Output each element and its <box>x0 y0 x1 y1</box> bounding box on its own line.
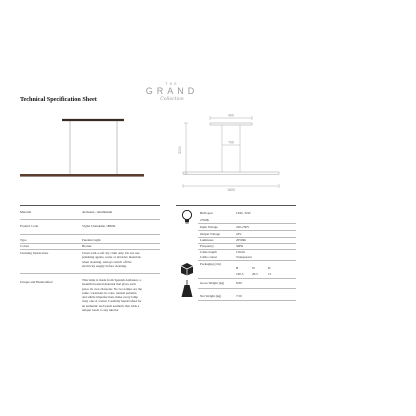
dim-canopy <box>210 123 252 125</box>
row-divider <box>198 260 296 261</box>
unique-line: and subtle imperfections make every lamp <box>82 295 138 300</box>
pack-h-label: H <box>236 266 239 270</box>
cable-colour-value: Transparent <box>236 255 252 259</box>
box-icon <box>180 262 194 276</box>
weight-icon <box>180 280 194 300</box>
dim-label-height: 2000 <box>178 146 182 154</box>
cleaning-line: when cleaning. Always switch off the <box>82 259 132 264</box>
bulb-spec-kelvin: 2700K <box>200 218 209 222</box>
spec-value-colour: Bronze <box>82 244 92 248</box>
row-divider <box>198 300 296 301</box>
cleaning-line: polishing agents, water or abrasive materials <box>82 255 141 260</box>
page-title: Technical Specification Sheet <box>20 96 97 103</box>
spec-label-unique: Unique and Handcrafted <box>20 280 53 284</box>
row-divider <box>20 249 160 250</box>
unique-line: an authentic and warm aesthetic that adds a <box>82 303 140 308</box>
cable-length-label: Cable length <box>200 250 217 254</box>
unique-line: beautiful natural material that gives each <box>82 282 136 287</box>
pack-w-label: W <box>252 266 256 270</box>
brand-grand: GRAND <box>145 86 199 96</box>
packaging-label: Packaging (cm) <box>200 262 221 266</box>
unique-line: piece its own character. No two lamps are the <box>82 286 142 291</box>
pack-h-value: 190.5 <box>236 272 244 276</box>
gross-weight-value: 8.60 <box>236 281 242 285</box>
bulb-spec-label: Bulb spec <box>200 211 214 215</box>
row-divider <box>198 288 296 289</box>
row-divider <box>198 223 296 224</box>
gross-weight-label: Gross Weight (kg) <box>200 281 225 285</box>
pack-w-value: 26.5 <box>252 272 258 276</box>
row-divider <box>198 230 296 231</box>
spec-label-colour: Colour <box>20 244 30 248</box>
luminous-label: Luminous <box>200 238 214 242</box>
pack-d-label: D <box>268 266 271 270</box>
bulb-spec-value: LED- 32W <box>236 211 251 215</box>
dim-label-top: 400 <box>228 113 234 118</box>
row-divider <box>20 273 160 274</box>
input-voltage-value: 220-230V <box>236 225 250 229</box>
dim-label-length: 1600 <box>227 188 235 192</box>
pack-d-value: 15 <box>268 272 272 276</box>
cleaning-text <box>82 251 144 268</box>
cleaning-line: Clean with a soft dry cloth only. Do not use <box>82 251 140 255</box>
cleaning-line: electricity supply before cleaning. <box>82 263 127 268</box>
dim-label-mid: 700 <box>228 140 234 145</box>
spec-label-product-code: Product Code <box>20 224 39 228</box>
cable-length-value: 150cm <box>236 250 245 254</box>
luminous-value: 2050lm <box>236 238 247 242</box>
frequency-label: Frequency <box>200 244 214 248</box>
frequency-value: 50Hz <box>236 244 244 248</box>
unique-line: unique touch to any interior <box>82 308 119 313</box>
spec-value-product-code: Viglia Chandelier 1800m <box>82 224 116 228</box>
dim-bar <box>183 172 279 174</box>
lightbulb-icon <box>180 209 194 225</box>
spec-label-cleaning: Cleaning Instructions <box>20 251 49 255</box>
net-weight-label: Net Weight (kg) <box>200 294 222 298</box>
spec-value-material: Alabaster / Aluminium <box>82 210 113 214</box>
net-weight-value: 7.50 <box>236 294 242 298</box>
spec-label-type: Type <box>20 238 27 242</box>
row-divider <box>20 219 160 220</box>
row-divider <box>198 278 296 279</box>
unique-text <box>82 278 144 312</box>
input-voltage-label: Input Voltage <box>200 225 218 229</box>
left-table-top-rule <box>20 205 160 206</box>
spec-value-type: Pendant Light <box>82 238 101 242</box>
output-voltage-value: 24V <box>236 232 242 236</box>
brand-collection: Collection <box>160 97 184 102</box>
cable-colour-label: Cable colour <box>200 255 217 259</box>
unique-line: truly one of a kind. Carefully handcrafted for <box>82 299 142 304</box>
unique-line: same, variations in color, natural patterns, <box>82 290 138 295</box>
output-voltage-label: Output Voltage <box>200 232 220 236</box>
right-table-top-rule <box>176 205 296 206</box>
row-divider <box>20 234 160 235</box>
spec-label-material: Material <box>20 210 32 214</box>
unique-line: This lamp is made from Spanish Alabaster, a <box>82 278 142 282</box>
brand-the: THE <box>165 82 179 86</box>
